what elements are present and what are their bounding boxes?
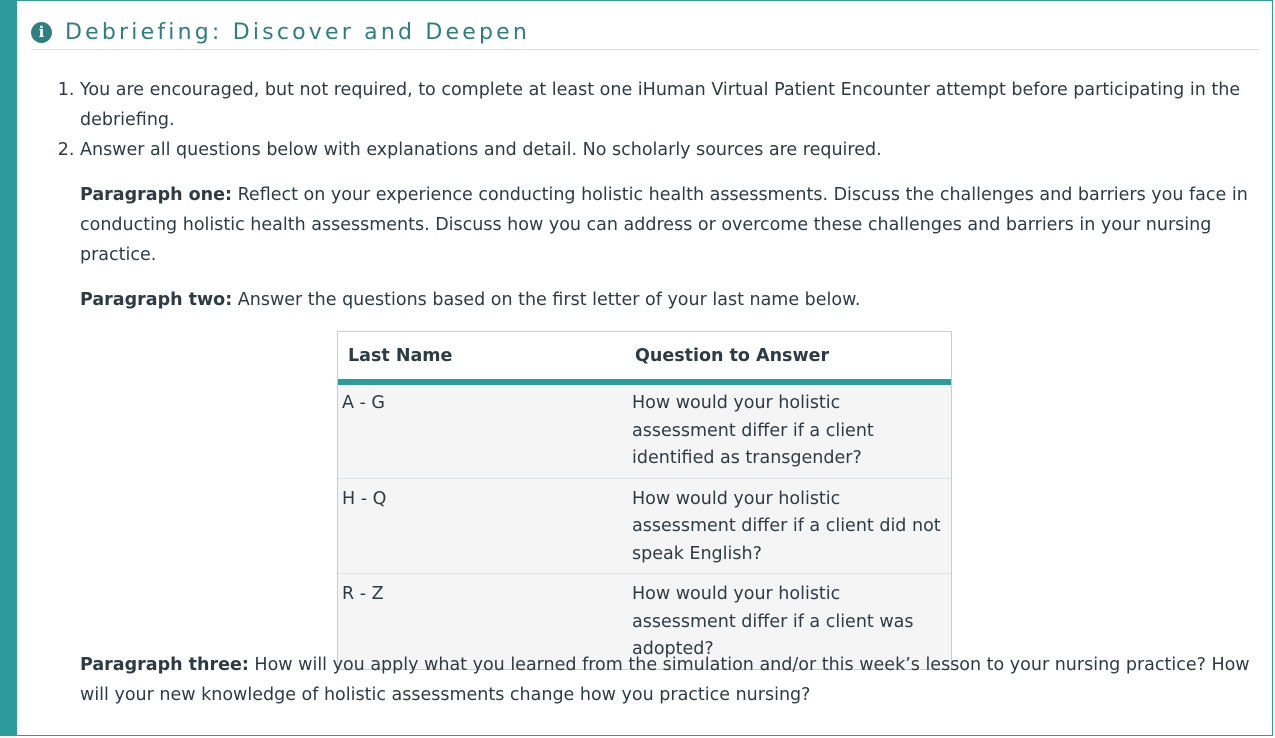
paragraph-three — [80, 650, 1270, 710]
column-header-question: Question to Answer — [624, 332, 951, 382]
paragraph-one-text: Reflect on your experience conducting holistic health assessments. Discuss the challenges and barriers you face in conducting holistic health assessments. Discuss how you can address or overcome these challenges and barriers in your nursing practice. — [80, 185, 1248, 265]
question-cell: How would your holistic assessment differ if a client did not speak English? — [624, 478, 951, 574]
info-icon: i — [31, 22, 52, 43]
last-name-range: A - G — [338, 382, 624, 478]
section-header — [31, 15, 1259, 50]
paragraph-three-text: How will you apply what you learned from the simulation and/or this week’s lesson to your nursing practice? How will your new knowledge of holistic assessments change how you practice nursing? — [80, 655, 1250, 705]
accent-bar — [1, 1, 17, 735]
table-row — [338, 478, 951, 574]
paragraph-two — [80, 285, 1260, 315]
instructions-list — [51, 75, 1263, 165]
section-title: Debriefing: Discover and Deepen — [65, 19, 531, 45]
question-cell: How would your holistic assessment differ if a client was adopted? — [624, 574, 951, 669]
table-row — [338, 382, 951, 478]
last-name-range: H - Q — [338, 478, 624, 574]
paragraph-two-label: Paragraph two: — [80, 290, 233, 310]
instruction-item: 2. Answer all questions below with explanations and detail. No scholarly sources are required. — [80, 135, 1263, 165]
question-cell: How would your holistic assessment differ if a client identified as transgender? — [624, 382, 951, 478]
table-header-row — [338, 332, 951, 382]
paragraph-one-label: Paragraph one: — [80, 185, 232, 205]
column-header-last-name: Last Name — [338, 332, 624, 382]
paragraph-two-text: Answer the questions based on the first letter of your last name below. — [232, 290, 861, 310]
question-table — [338, 332, 951, 669]
instructions-content — [51, 75, 1263, 315]
instruction-item: 1. You are encouraged, but not required, to complete at least one iHuman Virtual Patient Encounter attempt before participating in the debriefing. — [80, 75, 1263, 135]
last-name-range: R - Z — [338, 574, 624, 669]
paragraph-three-label: Paragraph three: — [80, 655, 249, 675]
last-name-table — [337, 331, 952, 670]
paragraph-one — [80, 180, 1260, 270]
